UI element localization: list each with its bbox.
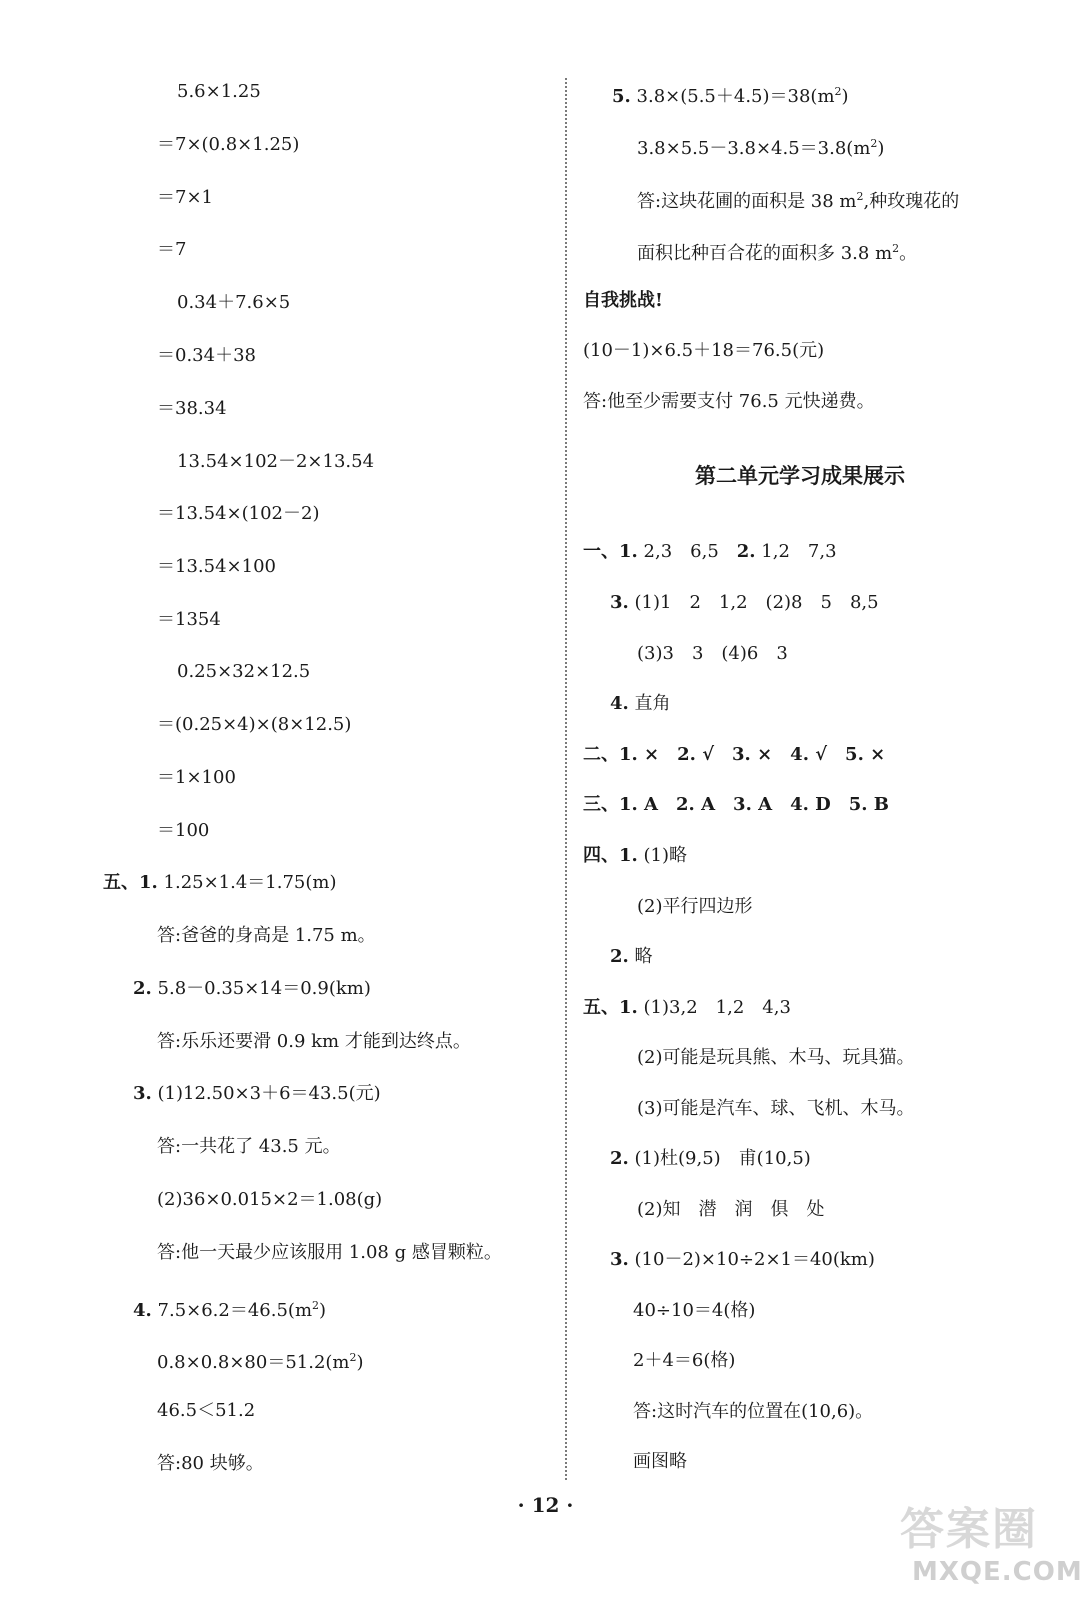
answer-line (133, 977, 371, 1001)
calc-line: 5.6×1.25 (177, 81, 261, 102)
superscript: 2 (892, 242, 900, 255)
calc-line: 0.34＋7.6×5 (177, 292, 291, 313)
answer-line (157, 1346, 364, 1375)
answer-text: 直角 (628, 693, 671, 714)
calc-line: ＝1×100 (157, 767, 236, 788)
answer-line (133, 1082, 381, 1106)
column-divider (565, 78, 567, 1480)
calc-line: ＝7×(0.8×1.25) (157, 134, 300, 155)
answer-line: 40÷10＝4(格) (633, 1300, 756, 1321)
watermark-text: 答案圈 (900, 1504, 1038, 1555)
equation: 3.8×(5.5＋4.5)＝38(m (630, 86, 835, 107)
answer-line (610, 1248, 875, 1272)
answer-text: (10－2)×10÷2×1＝40(km) (628, 1249, 875, 1270)
calc-line: ＝7×1 (157, 187, 213, 208)
answer-line (583, 540, 837, 564)
answer-text: 2,3 6,5 (637, 541, 737, 562)
question-number: 2. (610, 1148, 629, 1169)
calc-line: ＝(0.25×4)×(8×12.5) (157, 714, 352, 735)
answer-text-end: ,种玫瑰花的 (863, 191, 960, 212)
superscript: 2 (856, 190, 864, 203)
answer-line: 答:80 块够。 (157, 1453, 264, 1474)
question-number: 一、1. (583, 541, 638, 562)
question-number: 4. (133, 1300, 152, 1321)
answer-line (610, 1147, 811, 1171)
question-number: 2. (133, 978, 152, 999)
answer-line (610, 692, 671, 716)
question-number: 3. (133, 1083, 152, 1104)
answer-line: 答:这时汽车的位置在(10,6)。 (633, 1401, 874, 1422)
answer-line (610, 945, 653, 969)
answer-text: 面积比种百合花的面积多 3.8 m (637, 243, 893, 264)
question-number: 4. (610, 693, 629, 714)
question-number: 五、1. (103, 872, 158, 893)
answer-line: 三、1. A 2. A 3. A 4. D 5. B (583, 794, 890, 815)
answer-line: 答:乐乐还要滑 0.9 km 才能到达终点。 (157, 1031, 471, 1052)
answer-line (612, 80, 849, 109)
equation: 1.25×1.4＝1.75(m) (157, 872, 337, 893)
superscript: 2 (870, 137, 878, 150)
answer-text: 1,2 7,3 (755, 541, 837, 562)
equation: 7.5×6.2＝46.5(m (151, 1300, 313, 1321)
equation-end: ) (356, 1352, 364, 1373)
answer-line (637, 185, 959, 214)
answer-text: 答:这块花圃的面积是 38 m (637, 191, 857, 212)
answer-text: (1)略 (637, 845, 688, 866)
question-number: 3. (610, 592, 629, 613)
equation-end: ) (877, 138, 885, 159)
watermark-logo (900, 1502, 1083, 1594)
calc-line: ＝100 (157, 820, 210, 841)
answer-line: 答:他一天最少应该服用 1.08 g 感冒颗粒。 (157, 1242, 502, 1263)
calc-line: ＝38.34 (157, 398, 227, 419)
section-title: 第二单元学习成果展示 (695, 463, 905, 488)
calc-line: ＝0.34＋38 (157, 345, 256, 366)
answer-line: 二、1. × 2. √ 3. × 4. √ 5. × (583, 744, 886, 765)
answer-line: 2＋4＝6(格) (633, 1350, 736, 1371)
calc-line: 0.25×32×12.5 (177, 661, 311, 682)
question-number: 5. (612, 86, 631, 107)
answer-line: 46.5＜51.2 (157, 1400, 256, 1421)
answer-line: (3)3 3 (4)6 3 (637, 643, 788, 664)
answer-line (637, 237, 917, 266)
equation: 5.8－0.35×14＝0.9(km) (151, 978, 371, 999)
equation-end: ) (319, 1300, 327, 1321)
calc-line: ＝13.54×100 (157, 556, 276, 577)
answer-text: 略 (628, 946, 653, 967)
calc-line: ＝1354 (157, 609, 221, 630)
answer-line: 答:一共花了 43.5 元。 (157, 1136, 341, 1157)
answer-line: 答:他至少需要支付 76.5 元快递费。 (583, 391, 875, 412)
equation: 0.8×0.8×80＝51.2(m (157, 1352, 350, 1373)
answer-line: (3)可能是汽车、球、飞机、木马。 (637, 1098, 915, 1119)
answer-line (610, 591, 879, 615)
superscript: 2 (349, 1351, 357, 1364)
answer-text-end: 。 (899, 243, 918, 264)
watermark-site: MXQE.COM (912, 1557, 1083, 1587)
answer-line: 画图略 (633, 1451, 687, 1472)
calc-line: 13.54×102－2×13.54 (177, 451, 375, 472)
answer-line: (2)36×0.015×2＝1.08(g) (157, 1189, 383, 1210)
answer-text: (1)1 2 1,2 (2)8 5 8,5 (628, 592, 879, 613)
challenge-heading: 自我挑战! (583, 290, 663, 311)
answer-line (133, 1294, 326, 1323)
question-number: 2. (736, 541, 756, 562)
answer-line (637, 132, 884, 161)
answer-text: (1)3,2 1,2 4,3 (637, 997, 791, 1018)
equation: 3.8×5.5－3.8×4.5＝3.8(m (637, 138, 871, 159)
answer-line (583, 996, 791, 1020)
superscript: 2 (312, 1299, 320, 1312)
answer-line: (2)可能是玩具熊、木马、玩具猫。 (637, 1047, 915, 1068)
answer-line (583, 844, 687, 868)
question-number: 四、1. (583, 845, 638, 866)
answer-line: (10－1)×6.5＋18＝76.5(元) (583, 340, 825, 361)
answer-line: 答:爸爸的身高是 1.75 m。 (157, 925, 376, 946)
answer-line: (2)平行四边形 (637, 896, 753, 917)
answer-text: (1)杜(9,5) 甫(10,5) (628, 1148, 811, 1169)
page-number: · 12 · (517, 1493, 574, 1517)
question-number: 五、1. (583, 997, 638, 1018)
answer-line: (2)知 潜 润 俱 处 (637, 1199, 825, 1220)
equation-end: ) (841, 86, 849, 107)
question-number: 3. (610, 1249, 629, 1270)
calc-line: ＝13.54×(102－2) (157, 503, 320, 524)
question-number: 2. (610, 946, 629, 967)
superscript: 2 (834, 85, 842, 98)
equation: (1)12.50×3＋6＝43.5(元) (151, 1083, 381, 1104)
calc-line: ＝7 (157, 239, 187, 260)
answer-line (103, 871, 337, 895)
